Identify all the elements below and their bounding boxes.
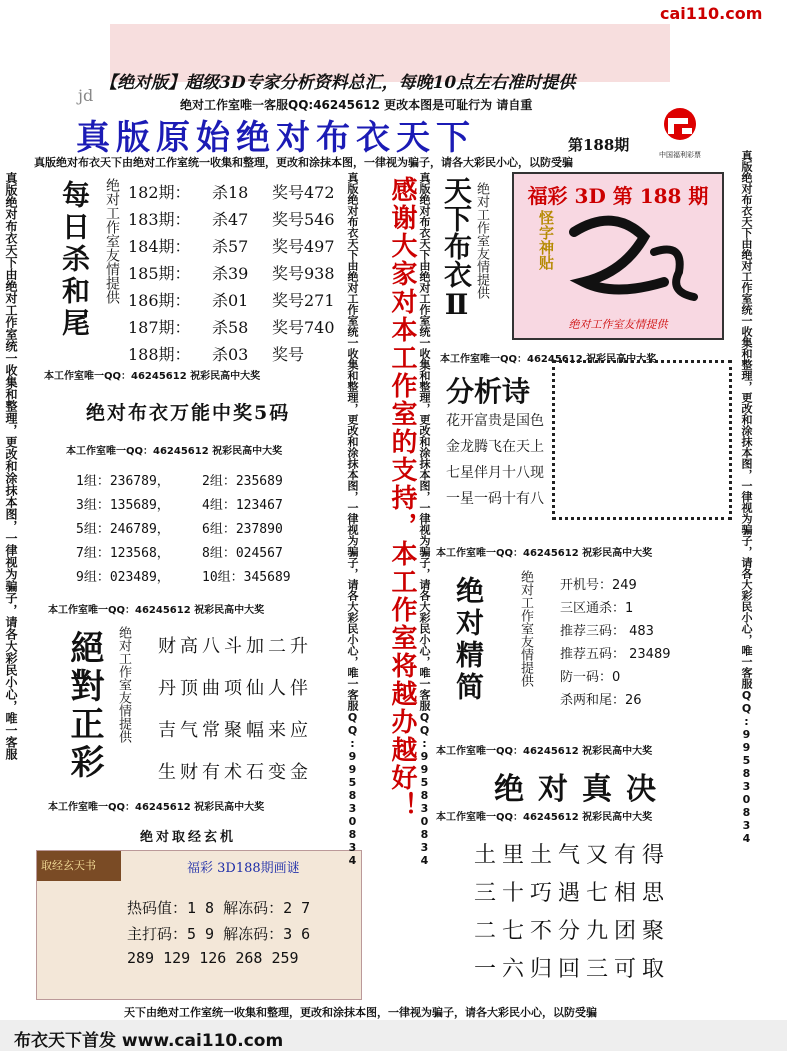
- zhenjue-line: 二七不分九团聚: [474, 919, 671, 944]
- zhenjue-title: 绝对真决: [494, 772, 670, 807]
- five-code-groups: [76, 470, 346, 590]
- thanks-text: 感谢大家对本工作室的支持，本工作室将越办越好！: [387, 176, 417, 820]
- kill-issue: 186期：: [128, 291, 191, 310]
- kill-issue: 182期：: [128, 183, 191, 202]
- guai-zi-glyph-icon: [554, 212, 714, 312]
- kill-value: 杀47: [212, 210, 249, 229]
- footer-notice: 天下由绝对工作室统一收集和整理，更改和涂抹本图，一律视为骗子，请各大彩民小心，以防受骗: [124, 1006, 597, 1019]
- jingjian-item: 杀两和尾：26: [560, 693, 642, 708]
- five-code-b: 8组：024567: [202, 546, 283, 561]
- tianxia-poem: [446, 410, 556, 514]
- qujing-book: 取经玄天书: [37, 851, 121, 881]
- lottery-logo-icon: [648, 106, 712, 146]
- issue-number: 第188期: [568, 136, 630, 154]
- kill-issue: 188期：: [128, 345, 191, 364]
- kill-issue: 185期：: [128, 264, 191, 283]
- studio-tag-2: 本工作室唯一QQ：46245612 祝彩民高中大奖: [66, 446, 283, 457]
- kill-prize: 奖号497: [272, 237, 335, 256]
- jingjian-item: 推荐三码： 483: [560, 624, 654, 639]
- studio-tag-7: 本工作室唯一QQ：46245612 祝彩民高中大奖: [436, 746, 653, 757]
- jingjian-item: 推荐五码： 23489: [560, 647, 671, 662]
- five-code-row: [76, 494, 346, 518]
- jingjian-items: [560, 574, 720, 712]
- kill-prize: 奖号472: [272, 183, 335, 202]
- studio-tag-3: 本工作室唯一QQ：46245612 祝彩民高中大奖: [48, 605, 265, 616]
- kill-value: 杀39: [212, 264, 249, 283]
- jd-mark: jd: [78, 86, 94, 105]
- kill-row: [128, 342, 348, 369]
- five-code-b: 2组：235689: [202, 474, 283, 489]
- kill-tail-title: 每日杀和尾: [58, 180, 91, 340]
- five-code-a: 1组：236789，: [76, 474, 170, 489]
- studio-tag-6: 本工作室唯一QQ：46245612 祝彩民高中大奖: [436, 548, 653, 559]
- kill-value: 杀03: [212, 345, 249, 364]
- kill-tail-title-wrap: [54, 180, 94, 340]
- jingjian-item: 三区通杀：1: [560, 601, 634, 616]
- fucai-sub: 怪字神贴: [537, 210, 555, 270]
- kill-row: [128, 261, 348, 288]
- kill-issue: 183期：: [128, 210, 191, 229]
- kill-row: [128, 288, 348, 315]
- kill-row: [128, 315, 348, 342]
- five-code-a: 5组：246789，: [76, 522, 170, 537]
- jingjian-title: 绝对精简: [452, 576, 485, 704]
- jingjian-item: 防一码：0: [560, 670, 621, 685]
- kill-tail-studio: 绝对工作室友情提供: [104, 178, 120, 304]
- kill-value: 杀18: [212, 183, 249, 202]
- side-notice-mid2: 真版绝对布衣天下由绝对工作室统一收集和整理，更改和涂抹本图，一律视为骗子，请各大彩民小心，唯一客服QQ:995830834: [418, 172, 431, 867]
- tianxia-title: 天下布衣Ⅱ: [440, 176, 473, 321]
- site-tag: cai110.com: [660, 4, 763, 23]
- zhengcai-studio: 绝对工作室友情提供: [116, 626, 131, 743]
- poem-line: 金龙腾飞在天上: [446, 439, 544, 455]
- zhengcai-lines: [158, 632, 348, 800]
- qujing-title: 绝对取经玄机: [140, 830, 237, 845]
- zhengcai-line: 生财有术石变金: [158, 762, 312, 783]
- five-code-a: 9组：023489，: [76, 570, 170, 585]
- header-notice: 真版绝对布衣天下由绝对工作室统一收集和整理，更改和涂抹本图，一律视为骗子，请各大彩民小心，以防受骗: [34, 156, 573, 169]
- zhenjue-line: 土里土气又有得: [474, 843, 671, 868]
- five-code-row: [76, 518, 346, 542]
- studio-tag-4: 本工作室唯一QQ：46245612 祝彩民高中大奖: [48, 802, 265, 813]
- qujing-nums: 289 129 126 268 259: [127, 949, 299, 967]
- zhenjue-line: 一六归回三可取: [474, 957, 671, 982]
- kill-value: 杀58: [212, 318, 249, 337]
- kill-value: 杀57: [212, 237, 249, 256]
- studio-tag-8: 本工作室唯一QQ：46245612 祝彩民高中大奖: [436, 812, 653, 823]
- kill-row: [128, 180, 348, 207]
- five-code-a: 3组：135689，: [76, 498, 170, 513]
- side-notice-right: 真版绝对布衣天下由绝对工作室统一收集和整理，更改和涂抹本图，一律视为骗子，请各大彩民小心，唯一客服QQ:995830834: [740, 150, 753, 845]
- fucai-panel: [512, 172, 724, 340]
- qujing-subtitle: 福彩 3D188期画谜: [187, 861, 300, 876]
- jingjian-studio: 绝对工作室友情提供: [518, 570, 533, 687]
- zhenjue-line: 三十巧遇七相思: [474, 881, 671, 906]
- kill-prize: 奖号271: [272, 291, 335, 310]
- tianxia-studio: 绝对工作室友情提供: [474, 182, 489, 299]
- qujing-box: [36, 850, 362, 1000]
- jingjian-item: 开机号：249: [560, 578, 637, 593]
- zhengcai-line: 丹顶曲项仙人伴: [158, 678, 312, 699]
- studio-tag-5: 本工作室唯一QQ：46245612 祝彩民高中大奖: [440, 354, 657, 365]
- fucai-foot: 绝对工作室友情提供: [568, 318, 668, 331]
- poem-line: 七星伴月十八现: [446, 465, 544, 481]
- kill-tail-table: [128, 180, 348, 369]
- five-code-b: 10组：345689: [202, 570, 291, 585]
- studio-tag-1: 本工作室唯一QQ：46245612 祝彩民高中大奖: [44, 371, 261, 382]
- five-code-title: 绝对布衣万能中奖5码: [86, 402, 291, 424]
- kill-prize: 奖号740: [272, 318, 335, 337]
- five-code-row: [76, 470, 346, 494]
- dotted-frame: [552, 360, 732, 520]
- qujing-main: 主打码：5 9 解冻码：3 6: [127, 925, 311, 943]
- side-notice-left: 真版绝对布衣天下由绝对工作室统一收集和整理，更改和涂抹本图，一律视为骗子，请各大彩民小心，唯一客服: [4, 172, 18, 760]
- lottery-logo: [648, 106, 712, 159]
- poem-line: 一星一码十有八: [446, 491, 544, 507]
- banner-line: 【绝对版】超级3D专家分析资料总汇，每晚10点左右准时提供: [100, 73, 576, 93]
- poem-title: 分析诗: [446, 375, 531, 408]
- main-title: 真版原始绝对布衣天下: [76, 118, 476, 158]
- kill-issue: 184期：: [128, 237, 191, 256]
- zhengcai-line: 财高八斗加二升: [158, 636, 312, 657]
- qujing-hot: 热码值：1 8 解冻码：2 7: [127, 899, 311, 917]
- five-code-b: 6组：237890: [202, 522, 283, 537]
- zhenjue-lines: [474, 838, 734, 990]
- zhengcai-line: 吉气常聚幅来应: [158, 720, 312, 741]
- kill-prize: 奖号: [272, 345, 305, 364]
- contact-line: 绝对工作室唯一客服QQ:46245612 更改本图是可耻行为 请自重: [180, 98, 533, 112]
- kill-prize: 奖号938: [272, 264, 335, 283]
- kill-row: [128, 207, 348, 234]
- zhengcai-title: 絕對正彩: [64, 630, 104, 782]
- kill-row: [128, 234, 348, 261]
- kill-prize: 奖号546: [272, 210, 335, 229]
- five-code-row: [76, 566, 346, 590]
- five-code-b: 4组：123467: [202, 498, 283, 513]
- kill-value: 杀01: [212, 291, 249, 310]
- poem-line: 花开富贵是国色: [446, 413, 544, 429]
- fucai-title: 福彩 3D 第 188 期: [527, 184, 709, 208]
- five-code-a: 7组：123568，: [76, 546, 170, 561]
- kill-issue: 187期：: [128, 318, 191, 337]
- side-notice-mid: 真版绝对布衣天下由绝对工作室统一收集和整理，更改和涂抹本图，一律视为骗子，请各大彩民小心，唯一客服QQ:995830834: [346, 172, 359, 867]
- footer-left[interactable]: 布衣天下首发 www.cai110.com: [14, 1031, 284, 1051]
- five-code-row: [76, 542, 346, 566]
- lottery-logo-text: 中国福利彩票: [659, 151, 701, 159]
